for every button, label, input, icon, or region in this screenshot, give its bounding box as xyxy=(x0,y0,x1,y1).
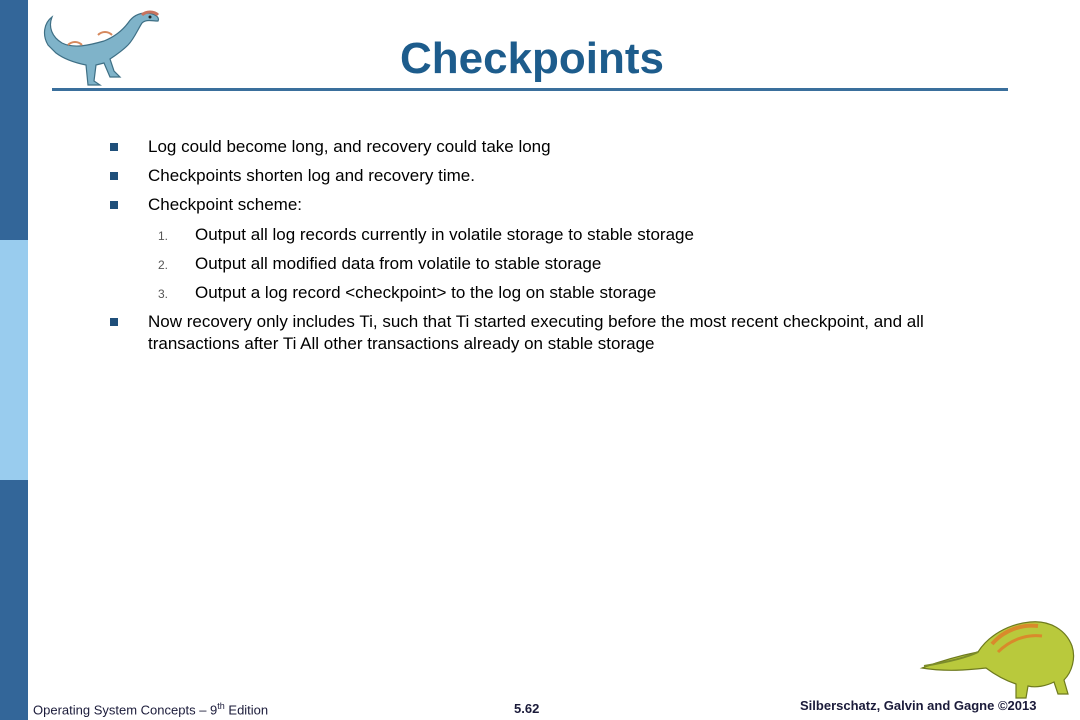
square-bullet-icon xyxy=(110,201,118,209)
square-bullet-icon xyxy=(110,318,118,326)
step-number: 2. xyxy=(158,258,169,272)
page-title: Checkpoints xyxy=(399,34,665,83)
step-number: 1. xyxy=(158,229,169,243)
sidebar-stripe-middle xyxy=(0,240,28,480)
bullet-text: Checkpoint scheme: xyxy=(148,195,303,214)
footer-page-number: 5.62 xyxy=(514,701,540,716)
footer-copyright: Silberschatz, Galvin and Gagne ©2013 xyxy=(800,698,1037,713)
square-bullet-icon xyxy=(110,143,118,151)
sidebar-stripe-top xyxy=(0,0,28,240)
footer-book-title: Operating System Concepts – 9th Edition xyxy=(33,701,269,718)
dinosaur-logo-bottom xyxy=(918,612,1078,702)
step-text: Output a log record <checkpoint> to the log on stable storage xyxy=(195,283,657,302)
title-underline xyxy=(52,88,1008,91)
step-number: 3. xyxy=(158,287,169,301)
square-bullet-icon xyxy=(110,172,118,180)
step-text: Output all modified data from volatile to stable storage xyxy=(195,254,602,273)
step-text: Output all log records currently in volatile storage to stable storage xyxy=(195,225,694,244)
bullet-text: Log could become long, and recovery could take long xyxy=(148,137,551,156)
bullet-text: Checkpoints shorten log and recovery time. xyxy=(148,166,475,185)
sidebar-stripe-bottom xyxy=(0,480,28,720)
bullet-text: Now recovery only includes Ti, such that Ti started executing before the most recent checkpoint, and all transactions after Ti All other transactions already on stable storage xyxy=(148,312,924,353)
